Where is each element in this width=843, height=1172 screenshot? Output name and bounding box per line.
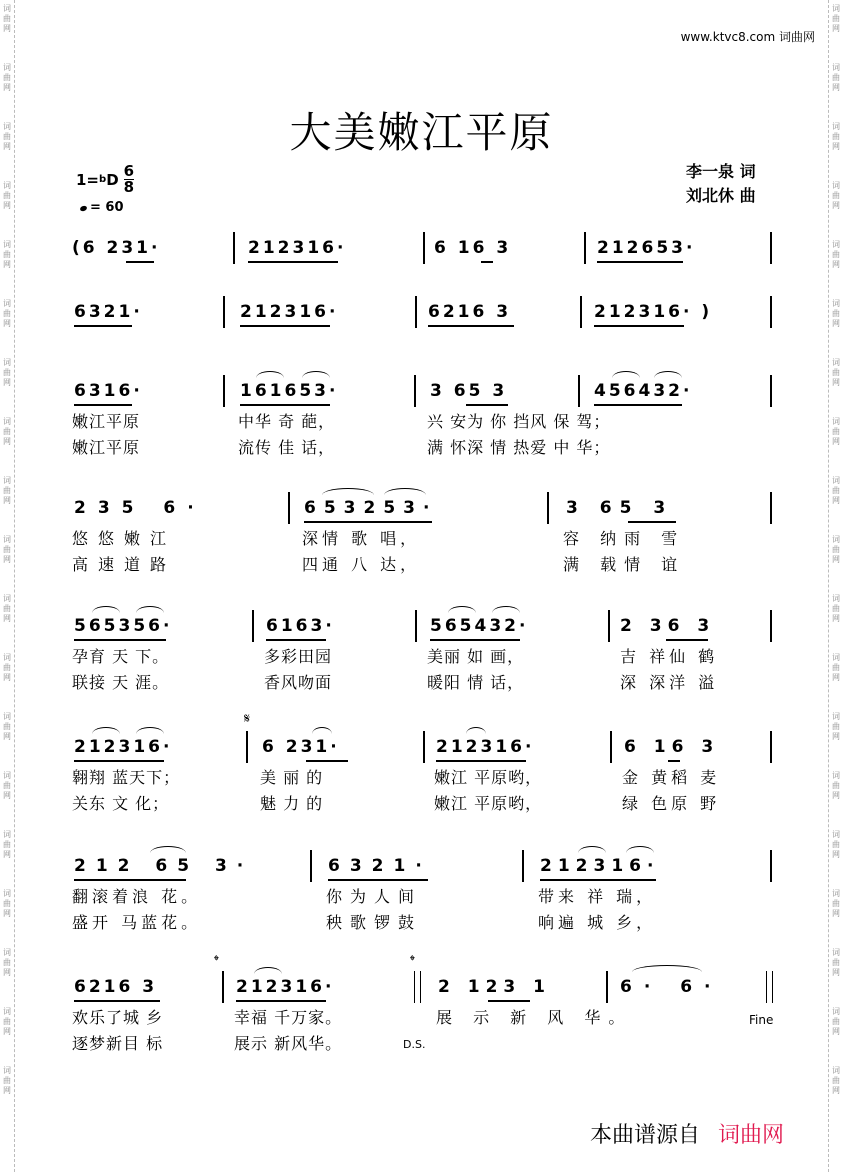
source-label: 本曲谱源自: [590, 1123, 701, 1148]
song-title: 大美嫩江平原: [289, 108, 554, 157]
source-site-link[interactable]: 词曲网: [718, 1123, 785, 1148]
watermark-group: 词 曲 网: [832, 240, 840, 269]
watermark-group: 词 曲 网: [3, 830, 11, 859]
lyric-line: 魅 力 的: [260, 794, 324, 813]
measure: 6 231·: [262, 737, 340, 757]
lyric-line: = 60: [90, 200, 124, 215]
measure: 2 36 3: [620, 616, 716, 636]
watermark-group: 词 曲 网: [3, 535, 11, 564]
watermark-group: 词 曲 网: [832, 4, 840, 33]
lyric-line: 展示 新风华。: [234, 1034, 343, 1053]
lyric-line: 满 怀深 情 热爱 中 华；: [427, 438, 611, 457]
watermark-group: 词 曲 网: [832, 358, 840, 387]
watermark-group: 词 曲 网: [832, 417, 840, 446]
lyric-line: 带来 祥 瑞，: [538, 887, 657, 906]
lyric-line: 高速道路: [72, 555, 177, 574]
watermark-group: 词 曲 网: [832, 594, 840, 623]
lyric-line: 多彩田园: [264, 647, 333, 666]
measure: 2 123 1: [438, 977, 551, 997]
lyric-line: 美 丽 的: [260, 768, 324, 787]
watermark-group: 词 曲 网: [832, 1007, 840, 1036]
watermark-group: 词 曲 网: [3, 1066, 11, 1095]
right-watermark-strip: [828, 0, 843, 1172]
watermark-group: 词 曲 网: [832, 63, 840, 92]
measure: 6 16 3: [434, 238, 512, 258]
measure: 6216 3: [428, 302, 512, 322]
watermark-group: 词 曲 网: [3, 358, 11, 387]
lyric-line: 深 深洋 溢: [620, 673, 719, 692]
lyric-line: 响遍 城 乡，: [538, 913, 657, 932]
measure: 6163·: [266, 616, 335, 636]
measure: 212316·: [236, 977, 335, 997]
lyric-line: 翻滚着浪 花。: [72, 887, 202, 906]
watermark-group: 词 曲 网: [832, 299, 840, 328]
lyric-line: 金 黄稻 麦: [622, 768, 721, 787]
coda-icon: 𝄌: [410, 953, 415, 969]
watermark-group: 词 曲 网: [832, 122, 840, 151]
watermark-group: 词 曲 网: [3, 417, 11, 446]
lyric-line: 满 载情 谊: [563, 555, 686, 574]
watermark-group: 词 曲 网: [3, 948, 11, 977]
lyric-line: 6: [123, 162, 135, 180]
measure: 212316· ): [594, 302, 713, 322]
lyric-line: D: [106, 170, 119, 189]
measure: 212316·: [540, 856, 660, 876]
lyric-line: 8: [123, 178, 135, 196]
watermark-group: 词 曲 网: [3, 181, 11, 210]
key-signature: [76, 164, 134, 195]
watermark-group: 词 曲 网: [832, 1066, 840, 1095]
measure: 161653·: [240, 381, 339, 401]
composer: 刘北休 曲: [686, 186, 756, 205]
source-footer: [590, 1118, 784, 1149]
time-signature: [124, 164, 134, 195]
watermark-group: 词 曲 网: [3, 240, 11, 269]
measure: 212316·: [436, 737, 535, 757]
watermark-group: 词 曲 网: [3, 63, 11, 92]
lyric-line: 深情 歌 唱，: [302, 529, 421, 548]
measure: 212653·: [597, 238, 696, 258]
lyric-line: 1=: [76, 170, 100, 189]
lyric-line: 容 纳雨 雪: [563, 529, 686, 548]
watermark-group: 词 曲 网: [3, 299, 11, 328]
watermark-group: 词 曲 网: [832, 181, 840, 210]
measure: 456432·: [594, 381, 693, 401]
ds-marking: D.S.: [403, 1038, 426, 1051]
watermark-group: 词 曲 网: [3, 1007, 11, 1036]
site-url[interactable]: www.ktvc8.com 词曲网: [680, 30, 815, 44]
lyric-line: 悠悠嫩江: [72, 529, 177, 548]
measure: (6 231·: [72, 238, 161, 258]
coda-icon: 𝄌: [214, 953, 219, 969]
lyric-line: 秧歌锣鼓: [326, 913, 423, 932]
watermark-group: 词 曲 网: [832, 712, 840, 741]
watermark-group: 词 曲 网: [832, 476, 840, 505]
measure: 6 16 3: [624, 737, 720, 757]
measure: 6321·: [328, 856, 432, 876]
lyric-line: 欢乐了城 乡: [72, 1008, 164, 1027]
lyric-line: 幸福 千万家。: [234, 1008, 343, 1027]
lyric-line: 嫩江平原: [72, 438, 141, 457]
measure: 6216 3: [74, 977, 158, 997]
watermark-group: 词 曲 网: [832, 535, 840, 564]
lyric-line: 四通 八 达，: [302, 555, 421, 574]
measure: 565356·: [74, 616, 173, 636]
watermark-group: 词 曲 网: [832, 948, 840, 977]
lyric-line: 翱翔 蓝天下；: [72, 768, 181, 787]
measure: 6321·: [74, 302, 143, 322]
lyric-line: 嫩江 平原哟，: [434, 768, 543, 787]
watermark-group: 词 曲 网: [832, 653, 840, 682]
lyric-line: 嫩江 平原哟，: [434, 794, 543, 813]
watermark-group: 词 曲 网: [3, 771, 11, 800]
lyric-line: 逐梦新目 标: [72, 1034, 164, 1053]
measure: 3 65 3: [430, 381, 508, 401]
lyric-line: b: [99, 174, 107, 185]
lyric-line: 中华 奇 葩，: [238, 412, 336, 431]
watermark-group: 词 曲 网: [3, 712, 11, 741]
lyric-line: 吉 祥仙 鹤: [620, 647, 719, 666]
watermark-group: 词 曲 网: [3, 476, 11, 505]
lyric-line: 美丽 如 画，: [427, 647, 525, 666]
lyric-line: 孕育 天 下。: [72, 647, 170, 666]
credits: [686, 160, 756, 208]
lyric-line: 暖阳 情 话，: [427, 673, 525, 692]
measure: 653253·: [304, 498, 438, 518]
watermark-group: 词 曲 网: [3, 4, 11, 33]
watermark-group: 词 曲 网: [832, 889, 840, 918]
watermark-group: 词 曲 网: [3, 122, 11, 151]
lyric-line: 香风吻面: [264, 673, 333, 692]
lyric-line: 你为人间: [326, 887, 423, 906]
measure: 565432·: [430, 616, 529, 636]
lyricist: 李一泉 词: [686, 162, 756, 181]
lyric-line: 展 示 新 风 华。: [436, 1008, 633, 1027]
measure: 212316·: [248, 238, 347, 258]
watermark-group: 词 曲 网: [3, 653, 11, 682]
measure: 6· 6·: [620, 977, 723, 997]
lyric-line: 盛开 马蓝花。: [72, 913, 202, 932]
measure: 6316·: [74, 381, 143, 401]
lyric-line: 绿 色原 野: [622, 794, 721, 813]
tempo-marking: [80, 200, 124, 215]
lyric-line: 嫩江平原: [72, 412, 141, 431]
segno-icon: 𝄋: [244, 711, 251, 727]
quarter-note-icon: [79, 205, 87, 212]
lyric-line: 关东 文 化；: [72, 794, 170, 813]
measure: 235 6·: [74, 498, 206, 518]
lyric-line: 兴 安为 你 挡风 保 驾；: [427, 412, 611, 431]
lyric-line: 联接 天 涯。: [72, 673, 170, 692]
left-watermark-strip: [0, 0, 15, 1172]
watermark-group: 词 曲 网: [832, 830, 840, 859]
measure: 3 65 3: [566, 498, 674, 518]
watermark-group: 词 曲 网: [3, 889, 11, 918]
lyric-line: 流传 佳 话，: [238, 438, 336, 457]
measure: 212316·: [74, 737, 173, 757]
measure: 212 65 3·: [74, 856, 254, 876]
watermark-group: 词 曲 网: [832, 771, 840, 800]
watermark-group: 词 曲 网: [3, 594, 11, 623]
fine-marking: Fine: [749, 1013, 774, 1027]
measure: 212316·: [240, 302, 339, 322]
